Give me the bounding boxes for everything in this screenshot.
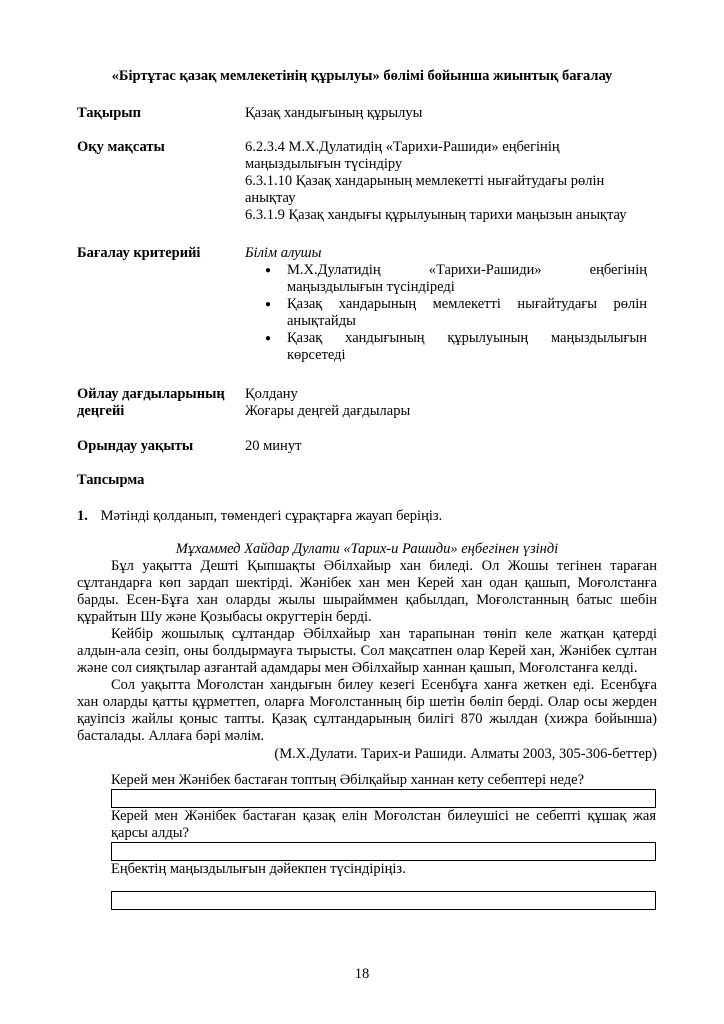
criteria-list — [245, 262, 647, 364]
task-heading: Тапсырма — [77, 472, 145, 488]
topic-label: Тақырып — [77, 105, 141, 121]
objective-line: анықтау — [245, 190, 296, 206]
objectives-value — [245, 139, 647, 224]
objective-line: 6.2.3.4 М.Х.Дулатидің «Тарихи-Рашиди» еңбегінің — [245, 139, 560, 155]
objective-line: маңыздылығын түсіндіру — [245, 156, 403, 172]
criteria-label: Бағалау критерийі — [77, 245, 201, 261]
excerpt — [77, 558, 657, 763]
thinking-line: Жоғары деңгей дағдылары — [245, 403, 411, 419]
answer-box-1[interactable] — [111, 789, 656, 808]
question-1: Керей мен Жәнібек бастаған топтың Әбілқайыр ханнан кету себептері неде? — [111, 772, 585, 788]
thinking-label: Ойлау дағдыларының деңгейі — [77, 386, 225, 419]
criteria-item: ● М.Х.Дулатидің «Тарихи-Рашиди» еңбегінің маңыздылығын түсіндіреді — [287, 262, 647, 296]
criteria-item: ● Қазақ хандарының мемлекетті нығайтудағы рөлін анықтайды — [287, 296, 647, 330]
excerpt-paragraph: Бұл уақытта Дешті Қыпшақты Әбілхайыр хан биледі. Ол Жошы тегінен тараған сұлтандарға көп зардап шектірді. Жәнібек хан мен Керей хан одан қашып, Моғолстанға барды. Есен-Бұға хан оларды жылы шырайммен қабылдап, Моғолстанның батыс шебін құрайтын Шу және Қозыбасы округтерін берді. — [77, 558, 657, 625]
task-instruction-text: Мәтінді қолданып, төмендегі сұрақтарға жауап беріңіз. — [100, 508, 443, 524]
time-value: 20 минут — [245, 438, 302, 454]
answer-box-3[interactable] — [111, 891, 656, 910]
thinking-value — [245, 386, 647, 420]
excerpt-paragraph: Кейбір жошылық сұлтандар Әбілхайыр хан тарапынан төніп келе жатқан қатерді алдын-ала сезіп, оны болдырмауға тырысты. Сол мақсатпен олар Керей хан, Жәнібек сұлтан және сол сияқтылар азғантай адамдары мен Әбілхайыр ханнан қашып, Моғолстанға келді. — [77, 626, 657, 676]
excerpt-title: Мұхаммед Хайдар Дулати «Тарих-и Рашиди» еңбегінен үзінді — [175, 541, 559, 557]
excerpt-paragraph: Сол уақытта Моғолстан хандығын билеу кезегі Есенбұға ханға жеткен еді. Есенбұға хан оларды қатты құрметтеп, оларға Моғолстанның бір шетін бөліп берді. Олар осы жерден қауіпсіз жайлы қоныс тапты. Қазақ сұлтандарының билігі 870 жылдан (хижра бойынша) басталады. Аллаға бәрі мәлім. — [77, 677, 657, 744]
topic-value: Қазақ хандығының құрылуы — [245, 105, 423, 121]
thinking-line: Қолдану — [245, 386, 298, 402]
objective-line: 6.3.1.10 Қазақ хандарының мемлекетті нығайтудағы рөлін — [245, 173, 605, 189]
time-label: Орындау уақыты — [77, 438, 194, 454]
criteria-heading: Білім алушы — [245, 245, 322, 261]
question-2: Керей мен Жәнібек бастаған қазақ елін Моғолстан билеушісі не себепті құшақ жая қарсы алды? — [111, 808, 656, 841]
task-instruction — [77, 508, 657, 525]
criteria-value — [245, 245, 647, 364]
answer-box-2[interactable] — [111, 842, 656, 861]
objectives-label: Оқу мақсаты — [77, 139, 165, 155]
objective-line: 6.3.1.9 Қазақ хандығы құрылуының тарихи маңызын анықтау — [245, 207, 627, 223]
excerpt-source: (М.Х.Дулати. Тарих-и Рашиди. Алматы 2003, 305-306-беттер) — [274, 746, 657, 762]
criteria-item: ● Қазақ хандығының құрылуының маңыздылығын көрсетеді — [287, 330, 647, 364]
page-number: 18 — [354, 966, 370, 982]
task-number: 1. — [77, 508, 88, 524]
question-3: Еңбектің маңыздылығын дәйекпен түсіндіріңіз. — [111, 861, 406, 877]
page-title: «Біртұтас қазақ мемлекетінің құрылуы» бөлімі бойынша жиынтық бағалау — [111, 68, 613, 84]
